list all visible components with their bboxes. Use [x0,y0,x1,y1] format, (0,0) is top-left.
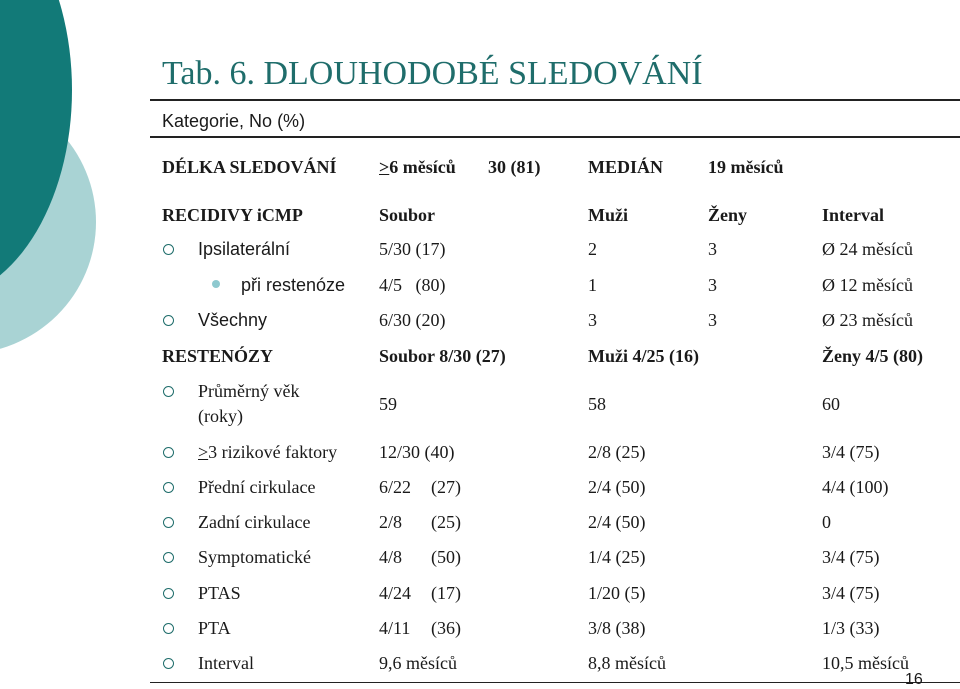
page-number: 16 [905,671,923,688]
recidivy-row-zeny: 3 [708,275,717,295]
restenozy-row-soubor: 2/8 [379,512,403,532]
recidivy-header-interval: Interval [822,205,884,225]
restenozy-header-soubor: Soubor 8/30 (27) [379,346,506,366]
age-zeny: 60 [822,394,840,414]
restenozy-row-zeny: 10,5 měsíců [822,653,909,673]
subtitle: Kategorie, No (%) [162,111,306,131]
bullet-icon [163,315,174,326]
title-rule [150,99,960,101]
followup-threshold [379,157,456,178]
ge-symbol: > [198,442,209,462]
bullet-icon [163,623,174,634]
risk-label [198,442,337,463]
recidivy-row-soubor: 6/30 (20) [379,310,446,330]
restenozy-row-soubor: 4/11 [379,618,411,638]
restenozy-header-category: RESTENÓZY [162,346,274,366]
followup-label: DÉLKA SLEDOVÁNÍ [162,157,337,177]
recidivy-header-soubor: Soubor [379,205,436,225]
bullet-icon [163,386,174,397]
recidivy-row-soubor: 4/5 (80) [379,275,446,295]
ge-symbol: > [379,157,390,177]
restenozy-row-soubor: 6/22 [379,477,412,497]
bullet-icon [163,588,174,599]
bullet-icon [163,482,174,493]
restenozy-row-label: Symptomatické [198,547,311,567]
restenozy-row-zeny: 0 [822,512,831,532]
restenozy-row-zeny: 4/4 (100) [822,477,889,497]
bottom-rule [150,682,960,683]
median-value: 19 měsíců [708,157,784,177]
bullet-icon [163,552,174,563]
restenozy-header-zeny: Ženy 4/5 (80) [822,346,923,366]
risk-zeny: 3/4 (75) [822,442,880,462]
restenozy-row-soubor: 9,6 měsíců [379,653,457,673]
risk-soubor: 12/30 (40) [379,442,455,462]
median-label: MEDIÁN [588,157,663,177]
age-soubor: 59 [379,394,397,414]
decorative-circles [0,0,120,400]
recidivy-row-muzi: 2 [588,239,597,259]
restenozy-row-soubor-percent: (17) [431,583,461,603]
age-muzi: 58 [588,394,606,414]
restenozy-row-soubor-percent: (25) [431,512,461,532]
risk-label-text: 3 rizikové faktory [208,442,338,462]
bullet-icon [163,658,174,669]
restenozy-row-soubor-percent: (27) [431,477,461,497]
restenozy-row-muzi: 8,8 měsíců [588,653,666,673]
recidivy-row-soubor: 5/30 (17) [379,239,446,259]
bullet-icon [163,517,174,528]
restenozy-row-soubor: 4/8 [379,547,403,567]
restenozy-row-label: Přední cirkulace [198,477,316,497]
restenozy-row-soubor: 4/24 [379,583,412,603]
risk-muzi: 2/8 (25) [588,442,646,462]
restenozy-row-soubor-percent: (50) [431,547,461,567]
recidivy-row-zeny: 3 [708,239,717,259]
recidivy-row-muzi: 1 [588,275,597,295]
recidivy-row-label: při restenóze [241,275,346,295]
restenozy-row-zeny: 3/4 (75) [822,547,880,567]
age-label-line1: Průměrný věk [198,381,300,401]
restenozy-row-label: PTA [198,618,231,638]
restenozy-row-muzi: 2/4 (50) [588,512,646,532]
restenozy-row-label: PTAS [198,583,241,603]
restenozy-row-muzi: 3/8 (38) [588,618,646,638]
recidivy-row-label: Všechny [198,310,268,330]
restenozy-row-muzi: 2/4 (50) [588,477,646,497]
recidivy-header-muzi: Muži [588,205,628,225]
recidivy-row-interval: Ø 23 měsíců [822,310,913,330]
restenozy-row-muzi: 1/20 (5) [588,583,646,603]
followup-threshold-value: 6 měsíců [389,157,456,177]
age-label-line2: (roky) [198,406,243,426]
slide-title: Tab. 6. DLOUHODOBÉ SLEDOVÁNÍ [162,55,703,92]
restenozy-row-label: Zadní cirkulace [198,512,311,532]
recidivy-row-zeny: 3 [708,310,717,330]
recidivy-row-interval: Ø 24 měsíců [822,239,913,259]
recidivy-row-label: Ipsilaterální [198,239,291,259]
recidivy-row-interval: Ø 12 měsíců [822,275,913,295]
restenozy-row-zeny: 1/3 (33) [822,618,880,638]
recidivy-header-zeny: Ženy [708,205,748,225]
restenozy-row-soubor-percent: (36) [431,618,461,638]
sub-bullet-icon [212,280,220,288]
restenozy-row-muzi: 1/4 (25) [588,547,646,567]
followup-count: 30 (81) [488,157,541,177]
restenozy-row-zeny: 3/4 (75) [822,583,880,603]
restenozy-row-label: Interval [198,653,254,673]
bullet-icon [163,447,174,458]
bullet-icon [163,244,174,255]
restenozy-header-muzi: Muži 4/25 (16) [588,346,699,366]
subtitle-rule [150,136,960,138]
recidivy-row-muzi: 3 [588,310,597,330]
recidivy-header-category: RECIDIVY iCMP [162,205,303,225]
